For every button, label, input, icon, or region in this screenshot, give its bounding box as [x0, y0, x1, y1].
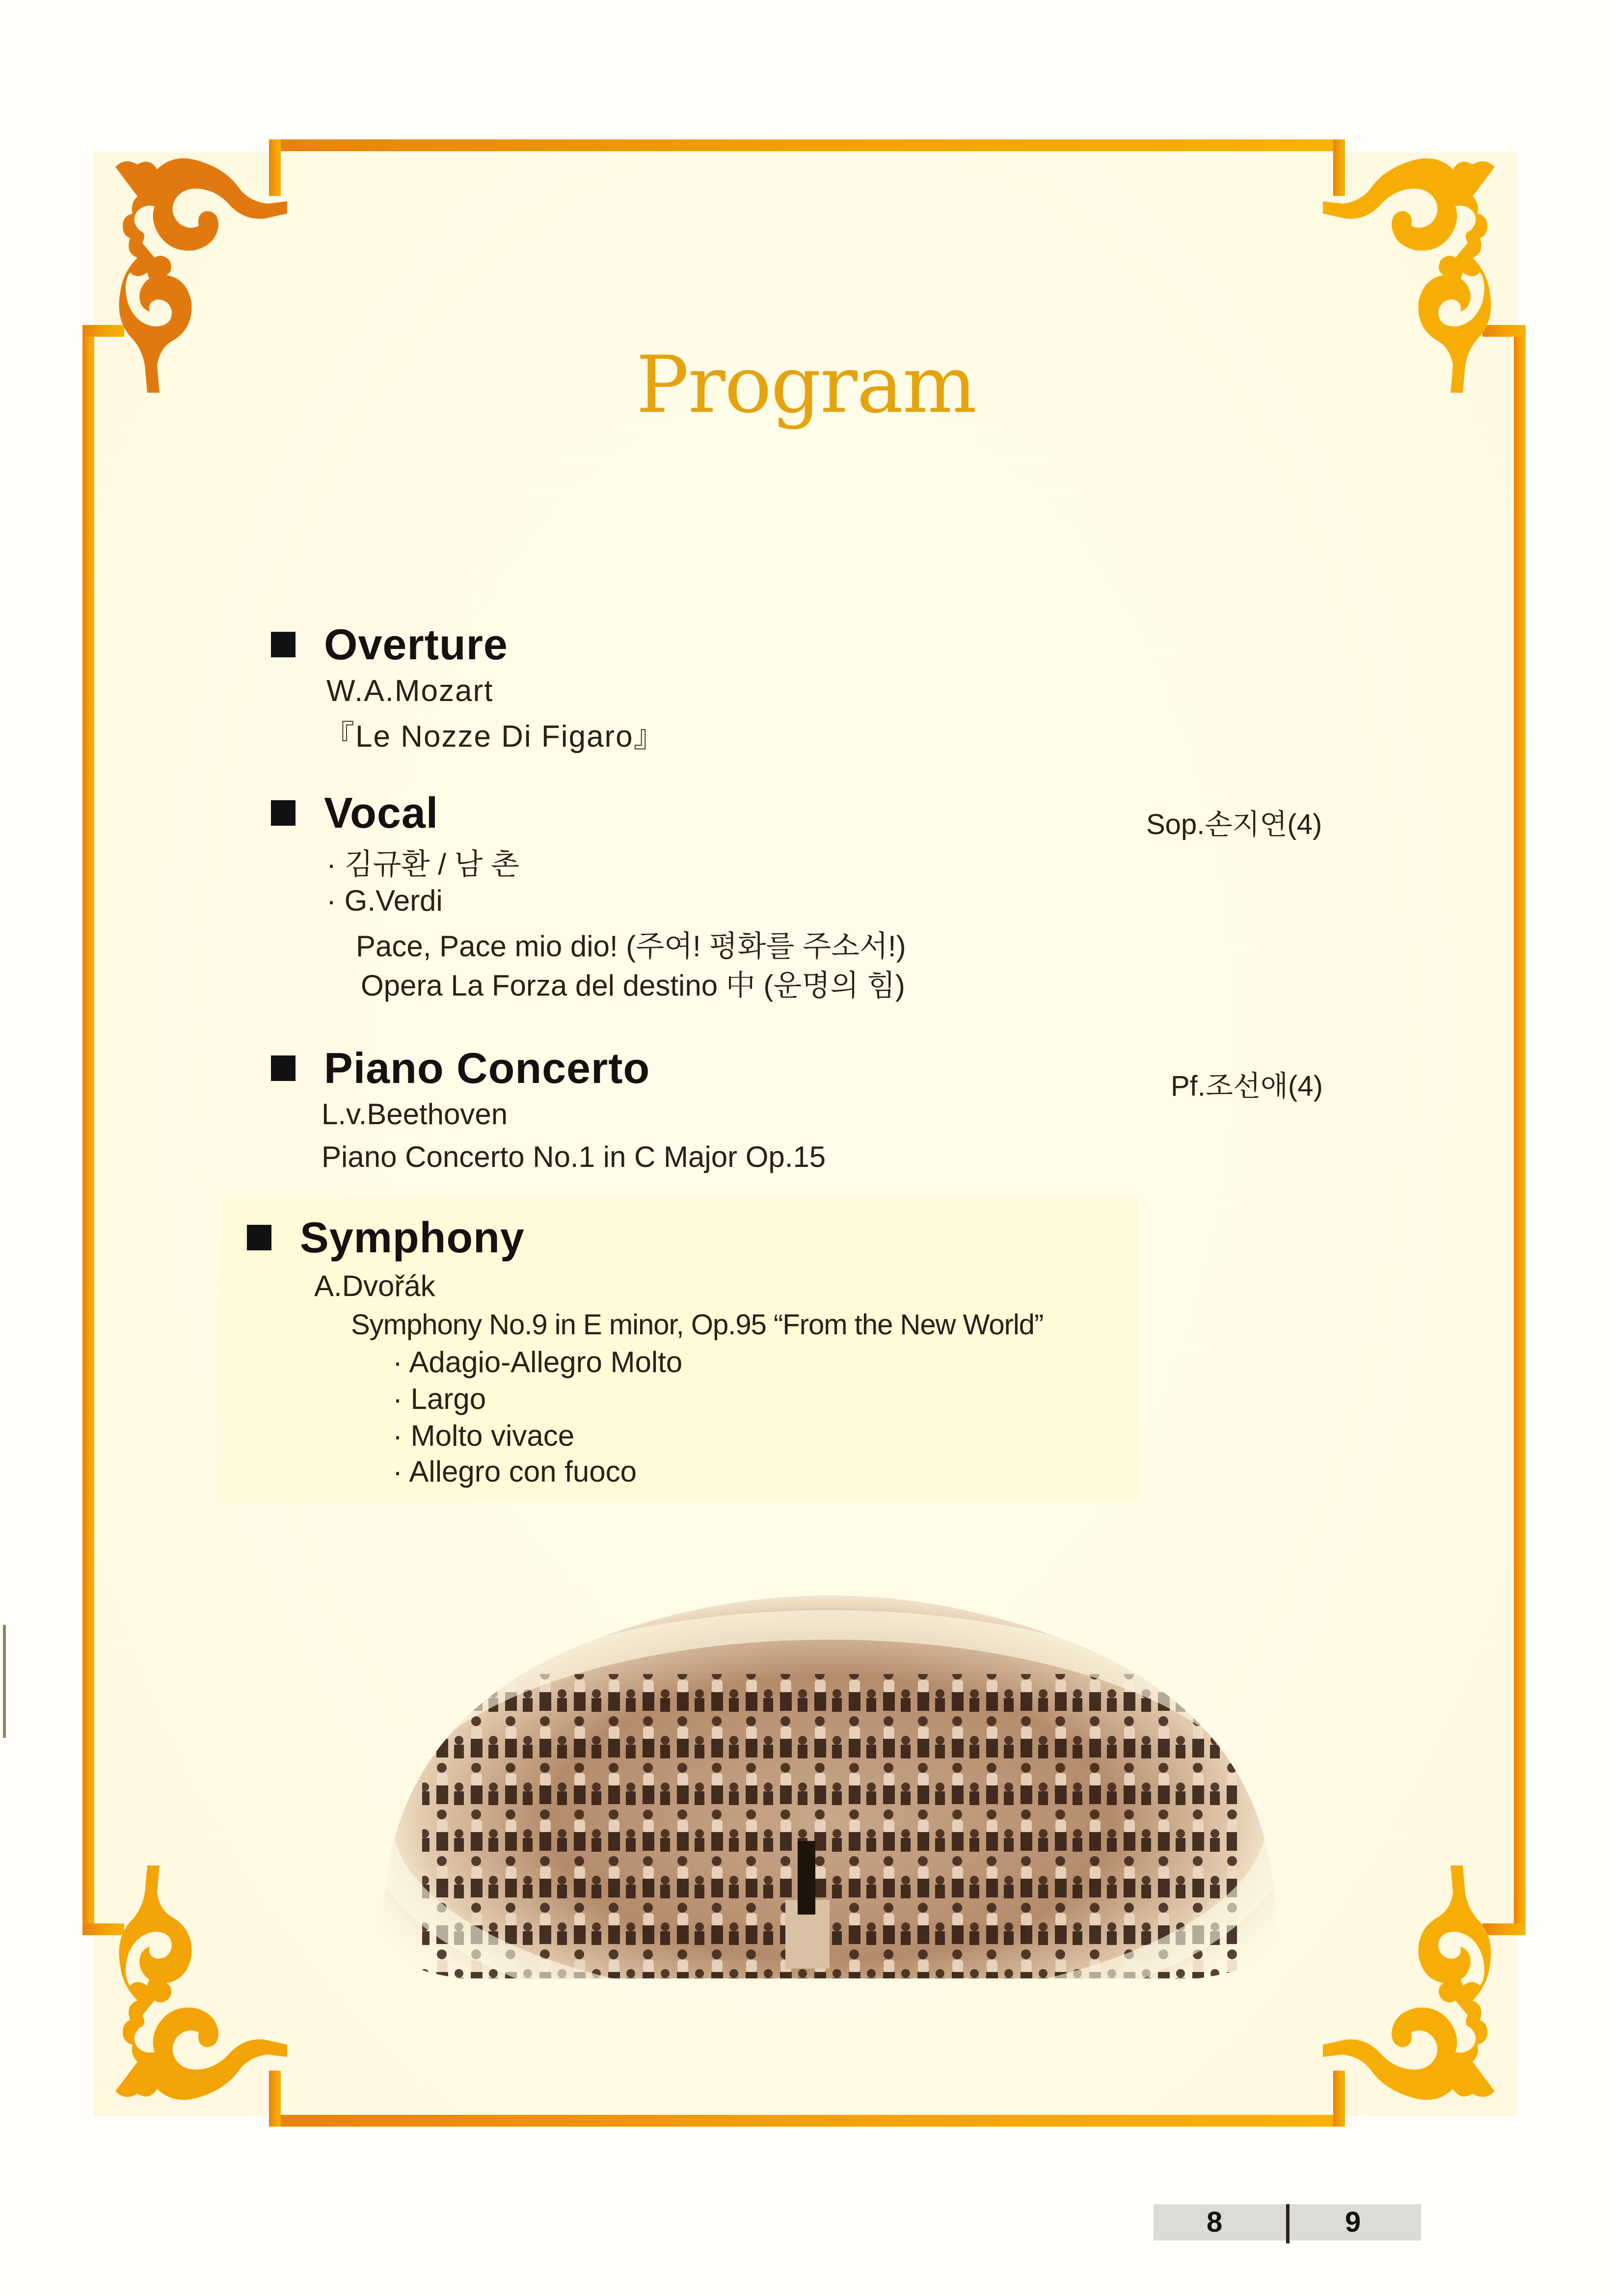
- square-bullet-icon: [271, 632, 296, 657]
- section-header: [271, 620, 508, 670]
- corner-ornament-bottom-left: [115, 1865, 287, 2100]
- section-vocal: [271, 788, 438, 838]
- square-bullet-icon: [271, 800, 296, 826]
- program-line: Opera La Forza del destino 中 (운명의 힘): [361, 969, 905, 1002]
- section-symphony: [247, 1213, 525, 1263]
- section-title: Overture: [324, 620, 508, 669]
- section-title: Vocal: [324, 788, 439, 837]
- square-bullet-icon: [247, 1225, 271, 1250]
- performer: Sop.손지연(4): [1146, 809, 1322, 840]
- composer: W.A.Mozart: [326, 674, 494, 708]
- square-bullet-icon: [271, 1055, 296, 1081]
- composer: L.v.Beethoven: [322, 1098, 508, 1131]
- program-line: Pace, Pace mio dio! (주여! 평화를 주소서!): [356, 930, 906, 963]
- page-edge-mark: [3, 1625, 6, 1738]
- work-title: Piano Concerto No.1 in C Major Op.15: [322, 1140, 826, 1173]
- composer: A.Dvořák: [314, 1270, 435, 1302]
- section-title: Symphony: [300, 1213, 525, 1262]
- section-header: [271, 788, 438, 838]
- movement: · Adagio-Allegro Molto: [393, 1346, 683, 1378]
- section-overture: [271, 620, 508, 670]
- page-number-left: 8: [1207, 2206, 1223, 2238]
- page-number-bar: [1154, 2204, 1421, 2241]
- page-number-divider: [1286, 2204, 1290, 2243]
- movement: · Largo: [393, 1382, 486, 1415]
- performer: Pf.조선애(4): [1171, 1070, 1323, 1102]
- program-line: · 김규환 / 남 촌: [326, 848, 520, 881]
- section-piano-concerto: [271, 1043, 650, 1093]
- orchestra-photo: [363, 1527, 1296, 1998]
- program-line: · G.Verdi: [326, 884, 443, 917]
- section-title: Piano Concerto: [324, 1044, 650, 1092]
- section-header: [271, 1043, 650, 1093]
- section-header: [247, 1213, 525, 1263]
- page-title: Program: [636, 339, 976, 431]
- page-number-right: 9: [1345, 2206, 1361, 2238]
- movement: · Molto vivace: [393, 1419, 575, 1452]
- work-title: Symphony No.9 in E minor, Op.95 “From the New World”: [351, 1309, 1044, 1341]
- corner-ornament-bottom-right: [1323, 1865, 1495, 2100]
- movement: · Allegro con fuoco: [393, 1455, 637, 1488]
- work-title: 『Le Nozze Di Figaro』: [324, 720, 665, 754]
